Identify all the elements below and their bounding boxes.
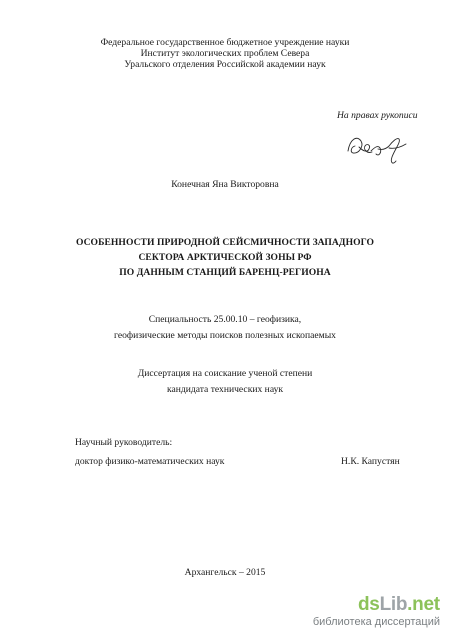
degree-line-2: кандидата технических наук xyxy=(166,384,284,395)
title-line-1: ОСОБЕННОСТИ ПРИРОДНОЙ СЕЙСМИЧНОСТИ ЗАПАДНОГО xyxy=(75,237,375,248)
dslib-logo xyxy=(358,595,440,615)
specialty-line-2: геофизические методы поисков полезных ископаемых xyxy=(114,330,336,341)
title-line-3: ПО ДАННЫМ СТАНЦИЙ БАРЕНЦ-РЕГИОНА xyxy=(119,267,331,278)
supervisor-rank: доктор физико-математических наук xyxy=(75,456,225,467)
author-name: Конечная Яна Викторовна xyxy=(171,179,279,190)
institution-line-3: Уральского отделения Российской академии наук xyxy=(124,59,326,70)
supervisor-name: Н.К. Капустян xyxy=(341,456,400,467)
logo-part-lib: Lib xyxy=(379,594,408,615)
logo-part-ds: ds xyxy=(358,594,380,615)
manuscript-note: На правах рукописи xyxy=(337,110,418,121)
watermark-subtitle: библиотека диссертаций xyxy=(312,616,440,628)
title-line-2: СЕКТОРА АРКТИЧЕСКОЙ ЗОНЫ РФ xyxy=(138,252,312,263)
supervisor-heading: Научный руководитель: xyxy=(75,437,173,448)
degree-line-1: Диссертация на соискание ученой степени xyxy=(137,368,313,379)
logo-part-net: .net xyxy=(407,594,440,615)
institution-line-1: Федеральное государственное бюджетное учреждение науки xyxy=(100,37,350,48)
place-year: Архангельск – 2015 xyxy=(184,567,266,578)
dslib-watermark xyxy=(312,594,440,631)
specialty-line-1: Специальность 25.00.10 – геофизика, xyxy=(148,314,302,325)
signature xyxy=(345,127,417,167)
institution-line-2: Институт экологических проблем Севера xyxy=(140,48,310,59)
